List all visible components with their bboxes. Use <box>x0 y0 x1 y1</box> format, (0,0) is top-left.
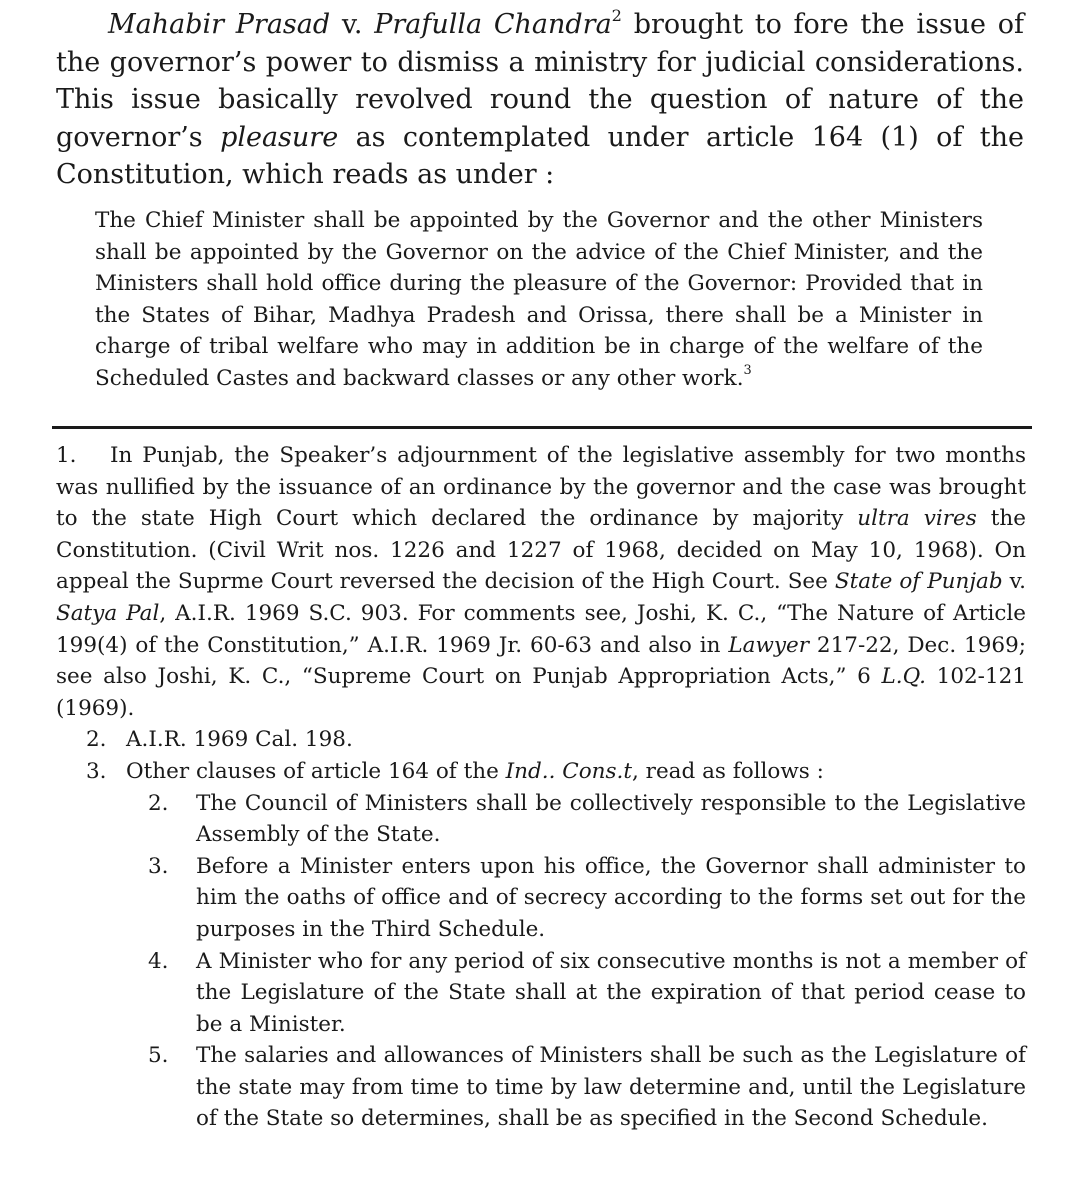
clause-text: Before a Minister enters upon his office, the Governor shall administer to him the oaths of office and of secrecy according to the forms set out for the purposes in the Third Schedule. <box>196 853 1026 942</box>
versus: v. <box>330 9 375 40</box>
footnotes <box>56 440 1026 1135</box>
footnote-1-number: 1. <box>56 443 77 468</box>
clause-item <box>148 1040 1026 1135</box>
footnote-1-text-c: , A.I.R. 1969 S.C. 903. For comments see, Joshi, K. C., “The Nature of Article 199(4) of the Constitution,” A.I.R. 1969 Jr. 60-63 and also in <box>56 600 1026 658</box>
case-satya-pal: Satya Pal <box>56 600 160 626</box>
footnote-2-text: A.I.R. 1969 Cal. 198. <box>126 727 353 753</box>
clause-text: A Minister who for any period of six consecutive months is not a member of the Legislature of the State shall at the expiration of that period cease to be a Minister. <box>196 948 1026 1037</box>
lawyer-journal: Lawyer <box>728 632 810 658</box>
footnote-3 <box>56 756 1026 788</box>
main-text-1: brought to fore the issue of the governor’s power to dismiss a ministry for judicial considerations. This issue basically revolved round the question of nature of the governor’s <box>56 9 1024 153</box>
case-name-prafulla-chandra: Prafulla Chandra <box>374 9 612 40</box>
footnote-ref-3: 3 <box>743 363 752 379</box>
footnote-2-number: 2. <box>86 727 107 753</box>
footnote-2 <box>56 724 1026 756</box>
footnote-1-text-d: 217-22, Dec. 1969; see also Joshi, K. C., “Supreme Court on Punjab Appropriation Acts,” 6 <box>56 632 1027 690</box>
ind-const: Ind.. Cons.t <box>505 758 632 784</box>
footnote-1-text-a: In Punjab, the Speaker’s adjournment of the legislative assembly for two months was nullified by the issuance of an ordinance by the governor and the case was brought to the state High Court which declared the ordinance by majority <box>56 443 1026 532</box>
case-name-mahabir-prasad: Mahabir Prasad <box>108 9 331 40</box>
main-paragraph <box>56 6 1024 194</box>
case-state-of-punjab: State of Punjab <box>834 569 1003 595</box>
clause-number: 2. <box>148 790 169 816</box>
clause-text: The salaries and allowances of Ministers shall be such as the Legislature of the state may from time to time by law determine and, until the Legislature of the State so determines, shall be as specified in the Second Schedule. <box>196 1043 1026 1132</box>
footnote-3-text-a: Other clauses of article 164 of the <box>126 758 506 784</box>
clause-item <box>148 788 1026 851</box>
footnote-1-text-b: the Constitution. (Civil Writ nos. 1226 and 1227 of 1968, decided on May 10, 1968). On appeal the Suprme Court reversed the decision of the High Court. See <box>56 506 1027 595</box>
footnote-3-number: 3. <box>86 758 107 784</box>
quote-text: The Chief Minister shall be appointed by the Governor and the other Ministers shall be appointed by the Governor on the advice of the Chief Minister, and the Ministers shall hold office during the pleasure of the Governor: Provided that in the States of Bihar, Madhya Pradesh and Orissa, there shall be a Minister in charge of tribal welfare who may in addition be in charge of the welfare of the Scheduled Castes and backward classes or any other work. <box>95 208 983 391</box>
footnote-1-versus: v. <box>1002 569 1027 595</box>
article-164-quote <box>95 205 983 394</box>
footnote-1-text-e: 102-121 (1969). <box>56 664 1026 721</box>
main-text-2: as contemplated under article 164 (1) of the Constitution, which reads as under : <box>56 121 1025 190</box>
pleasure-emphasis: pleasure <box>220 121 339 153</box>
footnote-3-text-b: , read as follows : <box>632 758 824 784</box>
clause-item <box>148 946 1026 1041</box>
clause-number: 5. <box>148 1043 169 1069</box>
clause-number: 4. <box>148 948 169 974</box>
article-164-clauses <box>56 788 1026 1136</box>
footnote-ref-2: 2 <box>611 5 622 25</box>
clause-text: The Council of Ministers shall be collectively responsible to the Legislative Assembly of the State. <box>196 790 1026 848</box>
clause-number: 3. <box>148 853 169 879</box>
footnote-1 <box>56 440 1026 724</box>
ultra-vires: ultra vires <box>857 506 977 532</box>
lq-journal: L.Q. <box>881 664 926 690</box>
clause-item <box>148 851 1026 946</box>
footnote-divider <box>52 426 1032 429</box>
